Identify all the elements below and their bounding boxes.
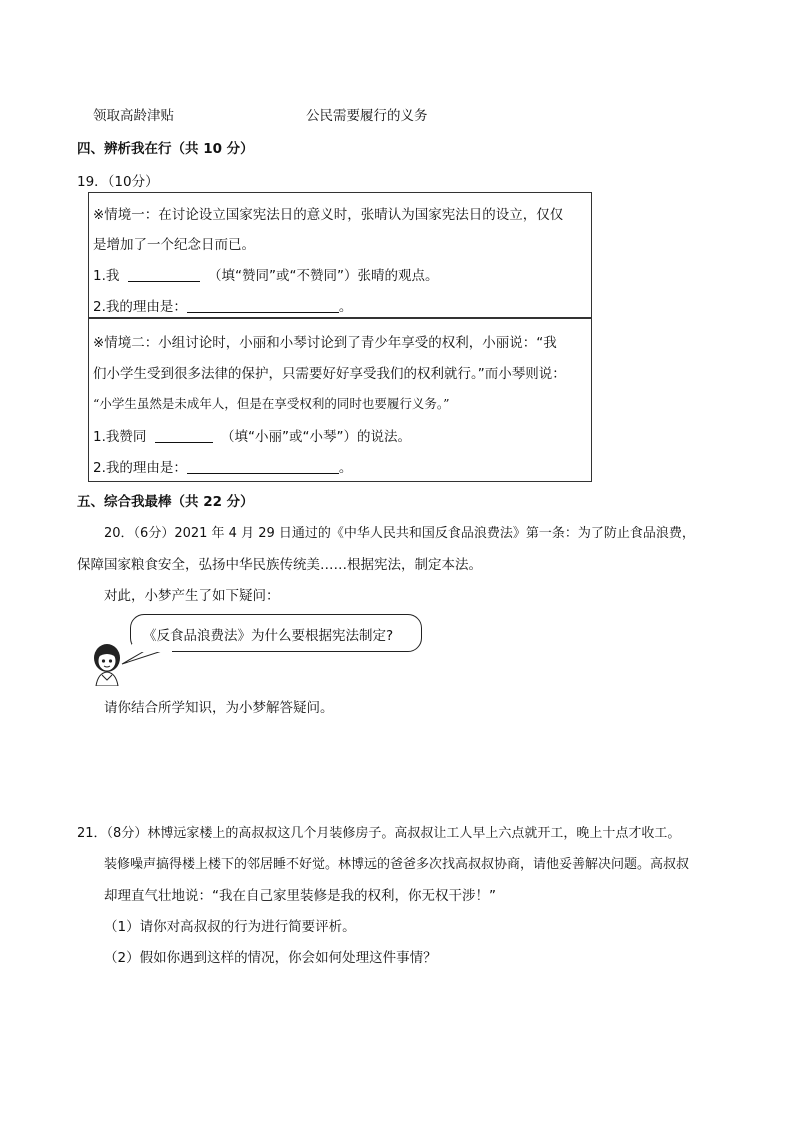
option-left: 领取高龄津贴	[93, 108, 174, 124]
bubble-tail-mask	[132, 644, 172, 652]
q20-prompt: 请你结合所学知识，为小梦解答疑问。	[104, 700, 334, 716]
scenario2-fill2-prefix: 2.我的理由是：	[93, 460, 187, 476]
scenario2-fill1	[93, 425, 411, 445]
scenario1-fill1-suffix: （填“赞同”或“不赞同”）张晴的观点。	[207, 268, 439, 284]
scenario2-line2: 们小学生受到很多法律的保护，只需要好好享受我们的权利就行。”而小琴则说：	[93, 366, 566, 382]
scenario1-fill1-prefix: 1.我	[93, 268, 120, 284]
speech-bubble	[130, 614, 422, 652]
scenario1-fill2-prefix: 2.我的理由是：	[93, 299, 187, 315]
q21-sub1: （1）请你对高叔叔的行为进行简要评析。	[104, 919, 356, 935]
q19-label: 19．（10分）	[77, 174, 159, 190]
option-right: 公民需要履行的义务	[306, 108, 428, 124]
q20-line3: 对此，小梦产生了如下疑问：	[104, 588, 280, 604]
scenario1-fill2-suffix: 。	[338, 299, 353, 315]
scenario1-box	[88, 192, 592, 318]
scenario2-box	[88, 318, 592, 482]
q21-line1: 21．（8分）林博远家楼上的高叔叔这几个月装修房子。高叔叔让工人早上六点就开工，晚上十点才收工。	[77, 826, 681, 841]
scenario2-line3: “小学生虽然是未成年人，但是在享受权利的同时也要履行义务。”	[93, 396, 450, 411]
section5-heading: 五、综合我最棒（共 22 分）	[77, 494, 254, 510]
scenario2-blank2[interactable]	[187, 459, 339, 474]
scenario2-fill1-suffix: （填“小丽”或“小琴”）的说法。	[220, 429, 411, 445]
scenario2-line1: ※情境二：小组讨论时，小丽和小琴讨论到了青少年享受的权利，小丽说：“我	[93, 335, 557, 351]
scenario1-line1: ※情境一：在讨论设立国家宪法日的意义时，张晴认为国家宪法日的设立，仅仅	[93, 207, 564, 223]
scenario1-blank1[interactable]	[128, 267, 200, 282]
scenario1-blank2[interactable]	[187, 298, 339, 313]
q20-line2: 保障国家粮食安全，弘扬中华民族传统美……根据宪法，制定本法。	[77, 557, 482, 573]
scenario1-fill2	[93, 295, 352, 315]
q20-line1: 20．（6分）2021 年 4 月 29 日通过的《中华人民共和国反食品浪费法》第一条：为了防止食品浪费，	[104, 526, 695, 541]
scenario1-fill1	[93, 264, 438, 284]
q21-sub2: （2）假如你遇到这样的情况，你会如何处理这件事情？	[104, 950, 437, 966]
bubble-text: 《反食品浪费法》为什么要根据宪法制定?	[143, 628, 394, 644]
section4-heading: 四、辨析我在行（共 10 分）	[77, 141, 254, 157]
q21-line3: 却理直气壮地说：“我在自己家里装修是我的权利，你无权干涉！”	[104, 888, 496, 904]
scenario1-line2: 是增加了一个纪念日而已。	[93, 237, 255, 253]
q21-line2: 装修噪声搞得楼上楼下的邻居睡不好觉。林博远的爸爸多次找高叔叔协商，请他妥善解决问题。高叔叔	[104, 857, 690, 872]
scenario2-fill1-prefix: 1.我赞同	[93, 429, 147, 445]
scenario2-fill2-suffix: 。	[338, 460, 353, 476]
scenario2-fill2	[93, 456, 352, 476]
scenario2-blank1[interactable]	[155, 428, 213, 443]
